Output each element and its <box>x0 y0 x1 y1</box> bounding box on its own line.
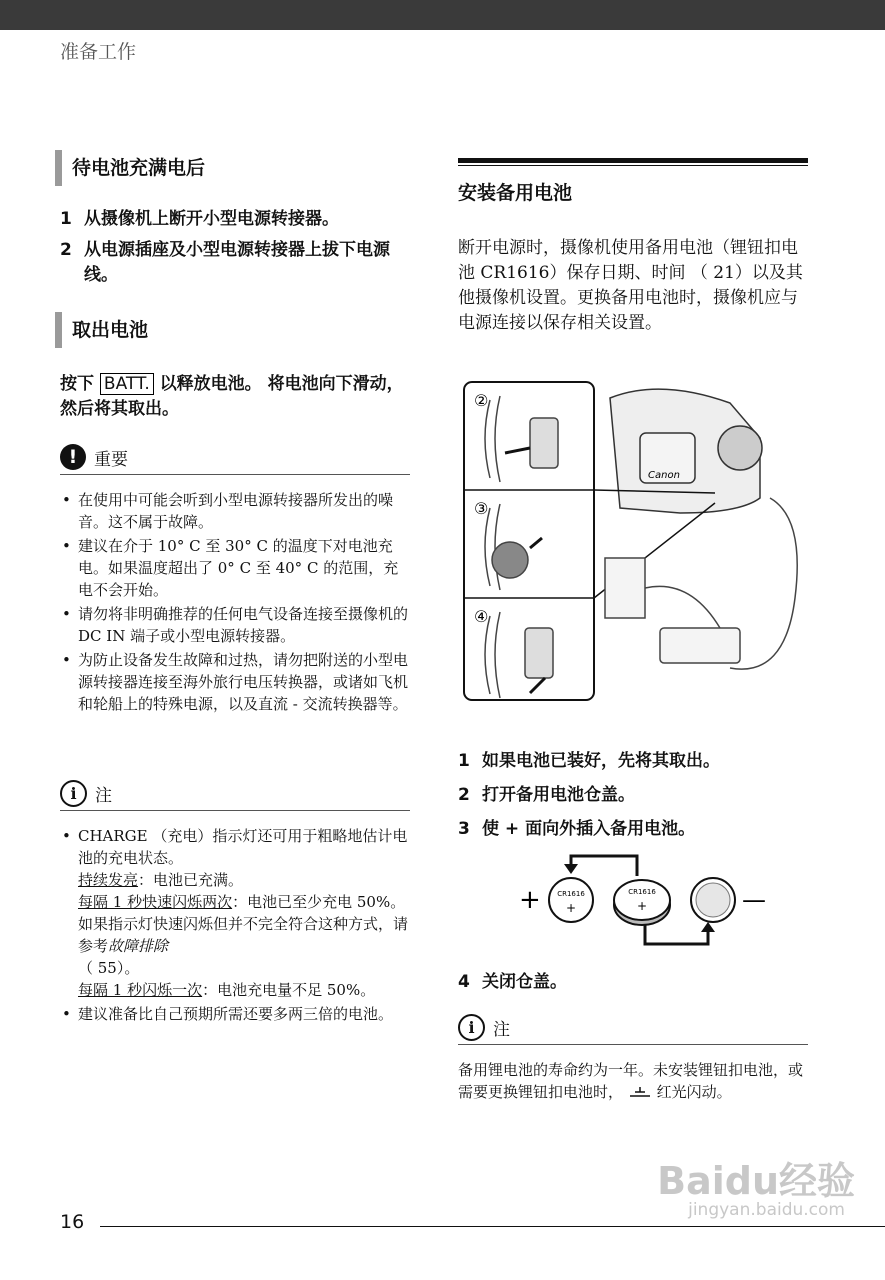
status-double-blink-text: ：电池已至少充电 50%。如果指示灯快速闪烁但并不完全符合这种方式，请参考 <box>78 893 409 955</box>
rotate-arrow-top <box>571 856 637 876</box>
list-item: • 建议准备比自己预期所需还要多两三倍的电池。 <box>60 1003 410 1025</box>
page-section-header: 准备工作 <box>60 41 137 63</box>
book-ref-text: （ 55）。 <box>78 959 140 977</box>
battery-front-icon <box>549 878 593 922</box>
list-item: • 建议在介于 10° C 至 30° C 的温度下对电池充电。如果温度超出了 0° C 至 40° C 的范围，充电不会开始。 <box>60 535 410 601</box>
step-text: 关闭仓盖。 <box>482 972 567 992</box>
list-item: • 在使用中可能会听到小型电源转接器所发出的噪音。这不属于故障。 <box>60 489 410 533</box>
step-text: 打开备用电池仓盖。 <box>482 785 635 805</box>
step-text: 从电源插座及小型电源转接器上拔下电源线。 <box>84 240 390 285</box>
status-double-blink-label: 每隔 1 秒快速闪烁两次 <box>78 893 233 911</box>
backup-battery-intro: 断开电源时，摄像机使用备用电池（锂钮扣电池 CR1616）保存日期、时间 （ 21）以及其他摄像机设置。更换备用电池时，摄像机应与电源连接以保存相关设置。 <box>458 238 803 333</box>
list-item: • 为防止设备发生故障和过热，请勿把附送的小型电源转接器连接至海外旅行电压转换器，或诸如飞机和轮船上的特殊电源，以及直流 - 交流转换器等。 <box>60 649 410 715</box>
note-list <box>60 825 410 1025</box>
troubleshooting-ref[interactable]: 故障排除 <box>108 937 169 955</box>
exclamation-icon: ! <box>60 444 86 470</box>
divider <box>458 165 808 166</box>
note-heading <box>60 776 410 811</box>
battery-front-plus: + <box>565 901 577 915</box>
note-title: 注 <box>95 785 112 806</box>
note-heading <box>458 1010 808 1045</box>
battery-back-icon <box>691 878 735 922</box>
backup-battery-icon <box>628 1086 652 1100</box>
watermark-logo: Baidu经验 <box>657 1159 855 1203</box>
left-steps <box>60 207 410 294</box>
section-title-remove-battery: 取出电池 <box>55 312 148 348</box>
step-number: 1 <box>458 751 470 771</box>
important-box <box>60 440 410 717</box>
panel-label-3: ③ <box>474 499 489 518</box>
panel-label-4: ④ <box>474 607 489 626</box>
step-text: 从摄像机上断开小型电源转接器。 <box>84 209 339 229</box>
batt-key-label: BATT. <box>100 373 154 395</box>
note-text-2: 红光闪动。 <box>656 1083 732 1101</box>
step-text: 如果电池已装好，先将其取出。 <box>482 751 720 771</box>
step-number: 3 <box>458 819 470 839</box>
info-icon: i <box>458 1014 485 1041</box>
battery-tilted-label: CR1616 <box>628 888 656 896</box>
top-bar <box>0 0 885 30</box>
battery-orientation-diagram <box>515 850 775 960</box>
step-number: 2 <box>60 240 72 260</box>
important-heading <box>60 440 410 475</box>
instruction-post: 以释放电池。 将电池向下滑动，然后将其取出。 <box>60 374 404 419</box>
step-item <box>458 749 808 774</box>
step-number: 1 <box>60 209 72 229</box>
arrow-head-up <box>701 922 715 932</box>
power-cable <box>605 498 797 669</box>
note-title: 注 <box>493 1019 510 1040</box>
step-number: 2 <box>458 785 470 805</box>
watermark-url: jingyan.baidu.com <box>688 1200 845 1220</box>
plus-sign: + <box>519 885 541 915</box>
step-number: 4 <box>458 972 470 992</box>
step-text: 使 + 面向外插入备用电池。 <box>482 819 696 839</box>
list-item <box>60 825 410 1001</box>
note-box <box>60 776 410 1027</box>
instruction-pre: 按下 <box>60 374 94 394</box>
right-steps <box>458 749 808 848</box>
step-item <box>458 817 808 842</box>
important-title: 重要 <box>94 449 128 470</box>
section-title-backup-battery: 安装备用电池 <box>458 182 573 204</box>
step-item <box>60 238 410 288</box>
important-list <box>60 489 410 715</box>
note-text: 备用锂电池的寿命约为一年。未安装锂钮扣电池，或需要更换锂钮扣电池时， <box>458 1061 804 1101</box>
info-icon: i <box>60 780 87 807</box>
charge-text: CHARGE （充电）指示灯还可用于粗略地估计电池的充电状态。 <box>78 827 408 867</box>
battery-front-label: CR1616 <box>557 890 585 898</box>
brand-label: Canon <box>648 470 680 481</box>
step-item <box>458 783 808 808</box>
section-title-after-charging: 待电池充满电后 <box>55 150 205 186</box>
right-note-text <box>458 1059 808 1103</box>
right-title-block <box>458 158 808 205</box>
footer-divider <box>100 1226 885 1227</box>
battery-tilted-plus: + <box>636 899 648 913</box>
status-solid-label: 持续发亮 <box>78 871 139 889</box>
rotate-arrow-bottom <box>645 924 708 944</box>
minus-sign: — <box>742 886 766 914</box>
status-single-blink-text: ：电池充电量不足 50%。 <box>202 981 376 999</box>
arrow-head-down <box>564 864 578 874</box>
right-note-box <box>458 1010 808 1103</box>
list-item: • 请勿将非明确推荐的任何电气设备连接至摄像机的 DC IN 端子或小型电源转接器。 <box>60 603 410 647</box>
page-number: 16 <box>60 1211 85 1233</box>
status-solid-text: ：电池已充满。 <box>138 871 244 889</box>
step-item <box>60 207 410 232</box>
step-item <box>458 970 808 995</box>
camcorder-drawing <box>610 389 762 513</box>
battery-install-illustration <box>460 378 810 713</box>
status-single-blink-label: 每隔 1 秒闪烁一次 <box>78 981 203 999</box>
remove-battery-instruction <box>60 372 410 422</box>
panel-label-2: ② <box>474 391 489 410</box>
